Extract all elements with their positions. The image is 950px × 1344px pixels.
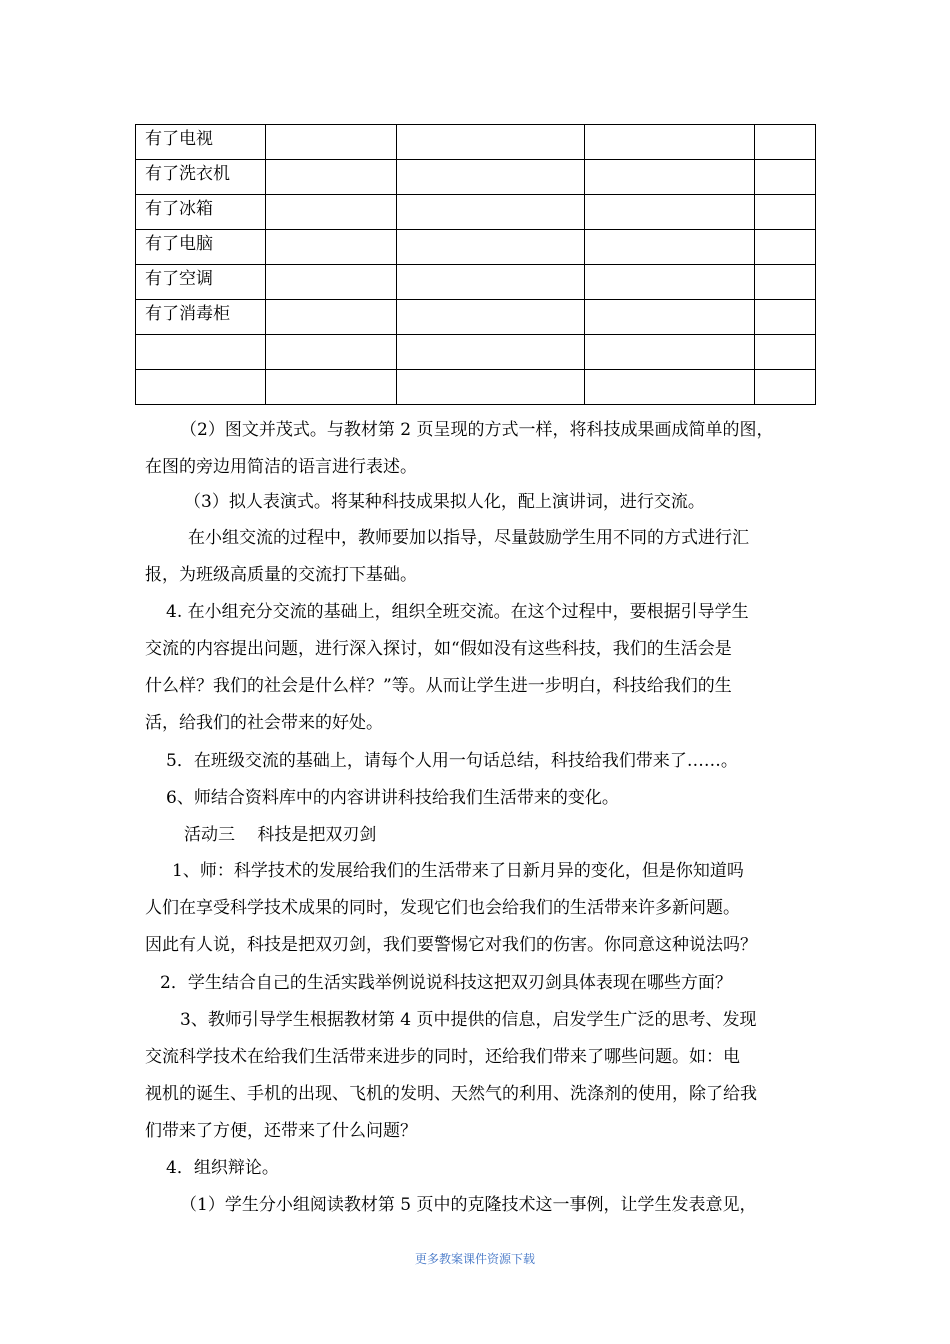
table-cell [755,160,816,195]
table-cell [266,230,397,265]
table-cell [755,370,816,405]
table-cell [266,335,397,370]
table-cell: 有了空调 [136,265,266,300]
table-row [136,160,816,195]
table-cell: 有了电脑 [136,230,266,265]
table-row [136,230,816,265]
text-line: （3）拟人表演式。将某种科技成果拟人化，配上演讲词，进行交流。 [184,492,705,512]
table-cell [585,300,755,335]
table-cell [266,370,397,405]
text-line: 视机的诞生、手机的出现、飞机的发明、天然气的利用、洗涤剂的使用，除了给我 [145,1084,757,1104]
table-cell [585,370,755,405]
text-line: 5．在班级交流的基础上，请每个人用一句话总结，科技给我们带来了……。 [166,751,738,771]
table-cell [585,265,755,300]
text-line: 2．学生结合自己的生活实践举例说说科技这把双刃剑具体表现在哪些方面？ [160,973,732,993]
table-cell [136,335,266,370]
table-cell [397,300,585,335]
table-cell [585,160,755,195]
table-row [136,195,816,230]
table-cell [397,160,585,195]
text-line: 人们在享受科学技术成果的同时，发现它们也会给我们的生活带来许多新问题。 [145,898,740,918]
table-cell [755,230,816,265]
table-cell [397,335,585,370]
table-cell [266,160,397,195]
table-row [136,125,816,160]
table-cell [755,125,816,160]
table-cell [397,230,585,265]
text-line: 4. 在小组充分交流的基础上，组织全班交流。在这个过程中，要根据引导学生 [166,602,749,622]
table-cell [755,300,816,335]
table-row [136,370,816,405]
table-cell [755,195,816,230]
text-line: 什么样？我们的社会是什么样？”等。从而让学生进一步明白，科技给我们的生 [145,676,732,696]
text-line: 报，为班级高质量的交流打下基础。 [145,565,417,585]
table-cell: 有了消毒柜 [136,300,266,335]
table-cell [266,300,397,335]
table-cell [755,335,816,370]
section-heading: 活动三 科技是把双刃剑 [184,825,377,845]
table-row [136,300,816,335]
table-cell: 有了洗衣机 [136,160,266,195]
text-line: （2）图文并茂式。与教材第 2 页呈现的方式一样，将科技成果画成简单的图， [180,420,774,440]
footer-link[interactable]: 更多教案课件资源下载 [414,1252,535,1266]
table-cell [755,265,816,300]
table-cell [266,125,397,160]
text-line: 们带来了方便，还带来了什么问题？ [145,1121,417,1141]
table-cell [585,335,755,370]
text-line: 1、师：科学技术的发展给我们的生活带来了日新月异的变化，但是你知道吗 [172,861,744,881]
text-line: 3、教师引导学生根据教材第 4 页中提供的信息，启发学生广泛的思考、发现 [180,1010,757,1030]
text-line: 在图的旁边用简洁的语言进行表述。 [145,457,417,477]
inventions-table [135,124,816,405]
text-line: 6、师结合资料库中的内容讲讲科技给我们生活带来的变化。 [166,788,619,808]
table-cell [397,125,585,160]
table-cell [397,195,585,230]
table-cell: 有了电视 [136,125,266,160]
table-cell [397,265,585,300]
table-cell [585,195,755,230]
table-cell: 有了冰箱 [136,195,266,230]
text-line: （1）学生分小组阅读教材第 5 页中的克隆技术这一事例，让学生发表意见， [180,1195,757,1215]
table-row [136,265,816,300]
text-line: 因此有人说，科技是把双刃剑，我们要警惕它对我们的伤害。你同意这种说法吗？ [145,935,757,955]
table-cell [397,370,585,405]
table-cell [585,125,755,160]
text-line: 4．组织辩论。 [166,1158,279,1178]
text-line: 活，给我们的社会带来的好处。 [145,713,383,733]
table-cell [266,195,397,230]
text-line: 交流的内容提出问题，进行深入探讨，如“假如没有这些科技，我们的生活会是 [145,639,732,659]
text-line: 在小组交流的过程中，教师要加以指导，尽量鼓励学生用不同的方式进行汇 [188,528,749,548]
table-row [136,335,816,370]
table-cell [266,265,397,300]
table-cell [585,230,755,265]
text-line: 交流科学技术在给我们生活带来进步的同时，还给我们带来了哪些问题。如：电 [145,1047,740,1067]
table-cell [136,370,266,405]
